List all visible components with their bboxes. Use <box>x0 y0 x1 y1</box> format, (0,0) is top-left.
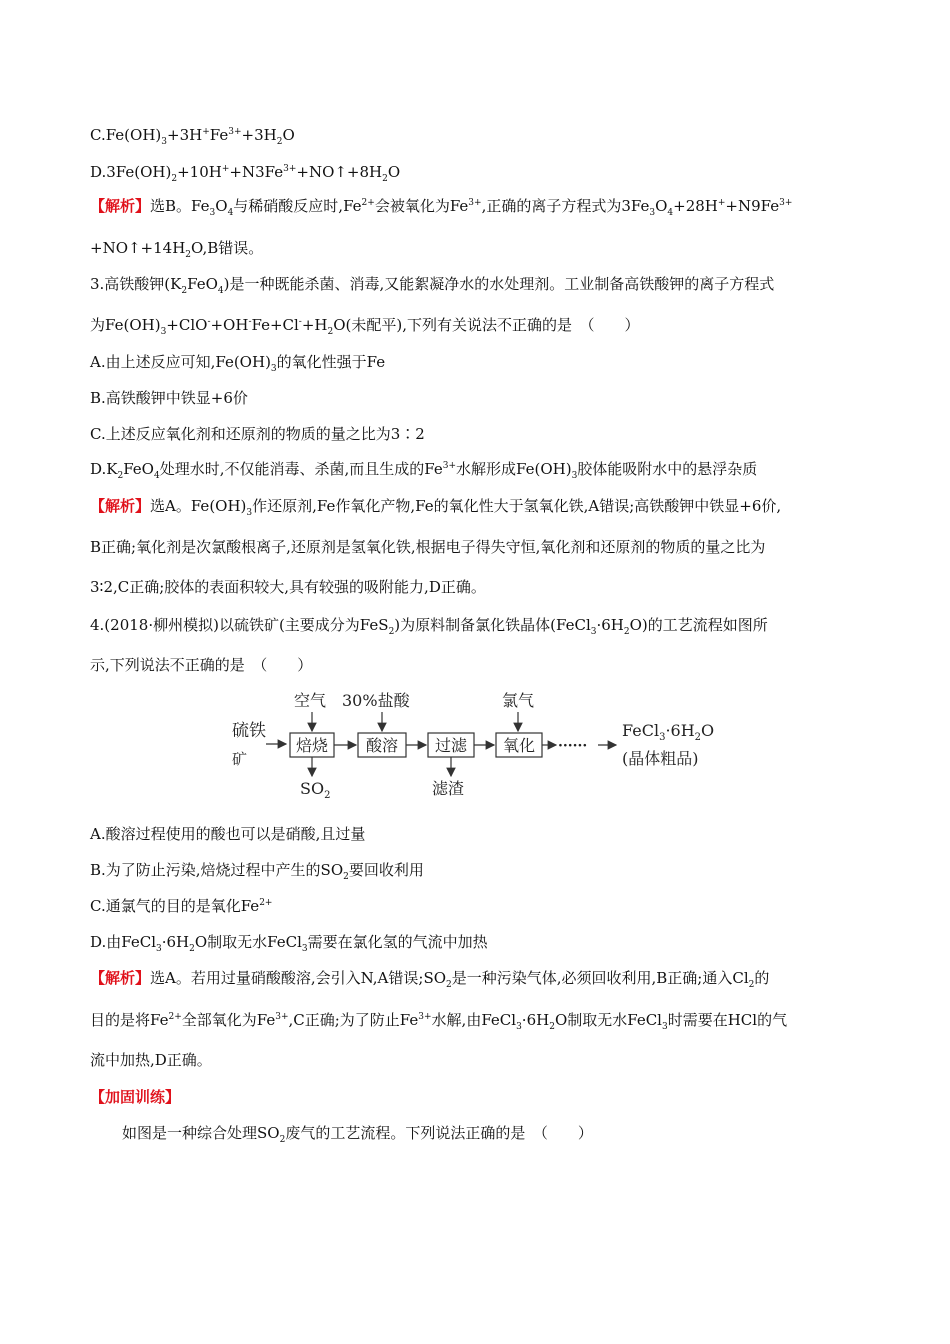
question-3-stem-1: 3.高铁酸钾$(K_2FeO_4)$是一种既能杀菌、消毒,又能絮凝净水的水处理剂。工业制备高铁酸钾的离子方程式 <box>90 275 775 296</box>
filter-label: 过滤 <box>434 736 468 755</box>
question-3-option-b: B.高铁酸钾中铁显+6价 <box>90 389 248 407</box>
analysis-4-line-1: 【解析】选A。若用过量硝酸酸溶,会引入N,A错误$;SO_2$是一种污染气体,必须回收利用,B正确;通入$Cl_2$的 <box>90 969 770 990</box>
question-3-option-d: $D.K_2FeO_4$处理水时,不仅能消毒、杀菌,而且生成的$Fe^{3+}$水解形成$Fe(OH)_3$胶体能吸附水中的悬浮杂质 <box>90 460 758 481</box>
output-residue-label: 滤渣 <box>432 779 465 798</box>
analysis-tag: 【解析】 <box>90 497 151 515</box>
question-4-option-d: D.由$FeCl_3\cdot 6H_2O$制取无水FeCl$_3$需要在氯化氢的气流中加热 <box>90 933 488 954</box>
option-d-line: $D.3Fe(OH)_2+10H^++N3Fe^{3+}+NO↑+8H_2O$ <box>90 163 401 184</box>
product-note: (晶体粗品) <box>622 749 699 768</box>
question-4-stem-1: 4.(2018·柳州模拟)以硫铁矿(主要成分为FeS$_2$)为原料制备氯化铁晶体$(FeCl_3\cdot 6H_2O)$的工艺流程如图所 <box>90 616 768 637</box>
process-flow-diagram <box>220 688 740 808</box>
analysis-4-line-3: 流中加热,D正确。 <box>90 1051 212 1069</box>
oxidize-label: 氧化 <box>502 736 536 755</box>
input-chlorine-label: 氯气 <box>502 691 535 710</box>
analysis-4-line-2: 目的是将$Fe^{2+}$全部氧化为$Fe^{3+},C$正确;为了防止$Fe^{3+}$水解,由$FeCl_3\cdot 6H_2O$制取无水FeCl$_3$时需要在HCl的气 <box>90 1011 788 1032</box>
output-so2-label: $SO_2$ <box>300 779 331 801</box>
question-4-option-b: B.为了防止污染,焙烧过程中产生的$SO_2$要回收利用 <box>90 861 424 882</box>
question-3-option-c: C.上述反应氧化剂和还原剂的物质的量之比为3∶2 <box>90 425 425 443</box>
question-3-option-a: A.由上述反应可知$,Fe(OH)_3$的氧化性强于Fe <box>90 353 386 374</box>
raw-material-label-1: 硫铁 <box>232 721 266 741</box>
analysis-1-line-1: 【解析】选B。$Fe_3O_4$与稀硝酸反应时$,Fe^{2+}$会被氧化为$Fe^{3+}$,正确的离子方程式为$3Fe_3O_4+28H^++N9Fe^{3+}$ <box>90 197 793 218</box>
extra-training-question: 如图是一种综合处理$SO_2$废气的工艺流程。下列说法正确的是 （ ） <box>122 1124 593 1145</box>
analysis-3-line-3: 3∶2,C正确;胶体的表面积较大,具有较强的吸附能力,D正确。 <box>90 578 486 596</box>
analysis-3-line-1: 【解析】选A。$Fe(OH)_3$作还原剂,Fe作氧化产物,Fe的氧化性大于氢氧化铁,A错误;高铁酸钾中铁显+6价, <box>90 497 782 518</box>
continuation-dots: ······ <box>558 738 588 754</box>
question-4-option-c: C.通氯气的目的是氧化$Fe^{2+}$ <box>90 897 273 915</box>
analysis-tag: 【解析】 <box>90 197 151 215</box>
raw-material-label-2: 矿 <box>232 750 248 768</box>
analysis-tag: 【解析】 <box>90 969 151 987</box>
option-c-line: $C.Fe(OH)_3+3H^+Fe^{3+}+3H_2O$ <box>90 126 295 147</box>
input-air-label: 空气 <box>294 691 327 710</box>
question-3-stem-2: 为$Fe(OH)_3+ClO^-+OH^-Fe+Cl^-+H_2O$(未配平),下列有关说法不正确的是 （ ） <box>90 316 640 337</box>
extra-training-tag: 【加固训练】 <box>90 1088 181 1106</box>
question-4-stem-2: 示,下列说法不正确的是 （ ） <box>90 656 313 674</box>
analysis-3-line-2: B正确;氧化剂是次氯酸根离子,还原剂是氢氧化铁,根据电子得失守恒,氧化剂和还原剂的物质的量之比为 <box>90 538 766 556</box>
question-4-option-a: A.酸溶过程使用的酸也可以是硝酸,且过量 <box>90 825 366 843</box>
analysis-1-line-2: $+NO↑+14H_2O,B$错误。 <box>90 239 264 260</box>
acid-dissolve-label: 酸溶 <box>365 736 399 755</box>
input-acid-label: 30%盐酸 <box>342 691 410 710</box>
roast-label: 焙烧 <box>295 736 329 755</box>
product-formula: $FeCl_3\cdot 6H_2O$ <box>622 721 715 743</box>
